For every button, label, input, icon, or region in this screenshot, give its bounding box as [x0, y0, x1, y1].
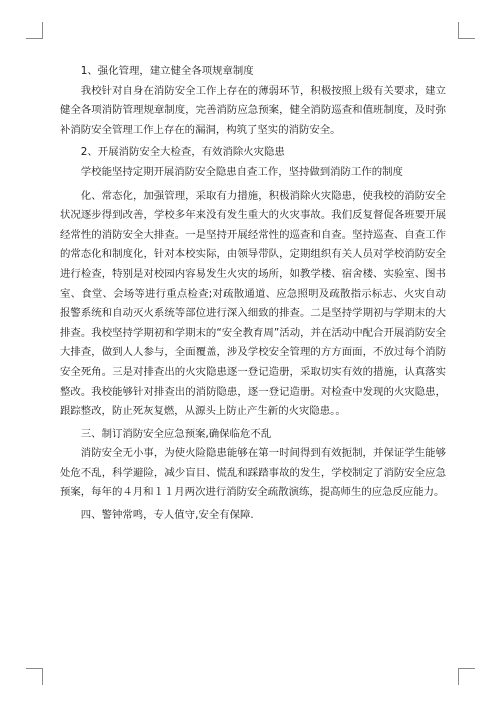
paragraph-emergency-plan: 消防安全无小事，为使火险隐患能够在第一时间得到有效扼制，并保证学生能够处危不乱，科学避险，减少盲目、慌乱和踩踏事故的发生，学校制定了消防安全应急预案，每年的４月和１１月两次进行消防安全疏散演练，提高师生的应急反应能力。: [60, 447, 446, 499]
document-body: [60, 62, 446, 526]
section-heading-1: 1、强化管理，建立健全各项规章制度: [80, 65, 254, 77]
crop-mark-top-right: [458, 22, 475, 39]
section-heading-2: 2、开展消防安全大检查，有效消除火灾隐患: [80, 146, 285, 159]
crop-mark-bottom-left: [26, 668, 43, 685]
crop-mark-top-left: [26, 22, 43, 39]
crop-mark-bottom-right: [458, 668, 475, 685]
section-heading-3: 三、制订消防安全应急预案,确保临危不乱: [80, 427, 272, 440]
paragraph-inspection-detail: 化、常态化，加强管理，采取有力措施，积极消除火灾隐患，使我校的消防安全状况逐步得到改善，学校多年来没有发生重大的火灾事故。我们反复督促各班要开展经常性的消防安全大排查。一是坚持开展经常性的巡查和自查。坚持巡查、自查工作的常态化和制度化，针对本校实际，由领导带队，定期组织有关人员对学校消防安全进行检查，特别是对校园内容易发生火灾的场所，如教学楼、宿舍楼、实验室、图书室、食堂、会场等进行重点检查;对疏散通道、应急照明及疏散指示标志、火灾自动报警系统和自动灭火系统等部位进行深入细致的排查。二是坚持学期初与学期末的大排查。我校坚持学期初和学期末的“安全教育周”活动，并在活动中配合开展消防安全大排查，做到人人参与，全面覆盖，涉及学校安全管理的方方面面，不放过每个消防安全死角。三是对排查出的火灾隐患逐一登记造册，采取切实有效的措施，认真落实整改。我校能够针对排查出的消防隐患，逐一登记造册。对检查中发现的火灾隐患，跟踪整改，防止死灰复燃，从源头上防止产生新的火灾隐患。。: [60, 189, 446, 418]
paragraph-management: 我校针对自身在消防安全工作上存在的薄弱环节，积极按照上级有关要求，建立健全各项消防管理规章制度，完善消防应急预案，健全消防巡查和值班制度，及时弥补消防安全管理工作上存在的漏洞，构筑了坚实的消防安全。: [60, 84, 446, 136]
section-heading-4: 四、警钟常鸣，专人值守,安全有保障.: [80, 509, 254, 522]
paragraph-inspection-intro: 学校能坚持定期开展消防安全隐患自查工作，坚持做到消防工作的制度: [80, 165, 403, 178]
